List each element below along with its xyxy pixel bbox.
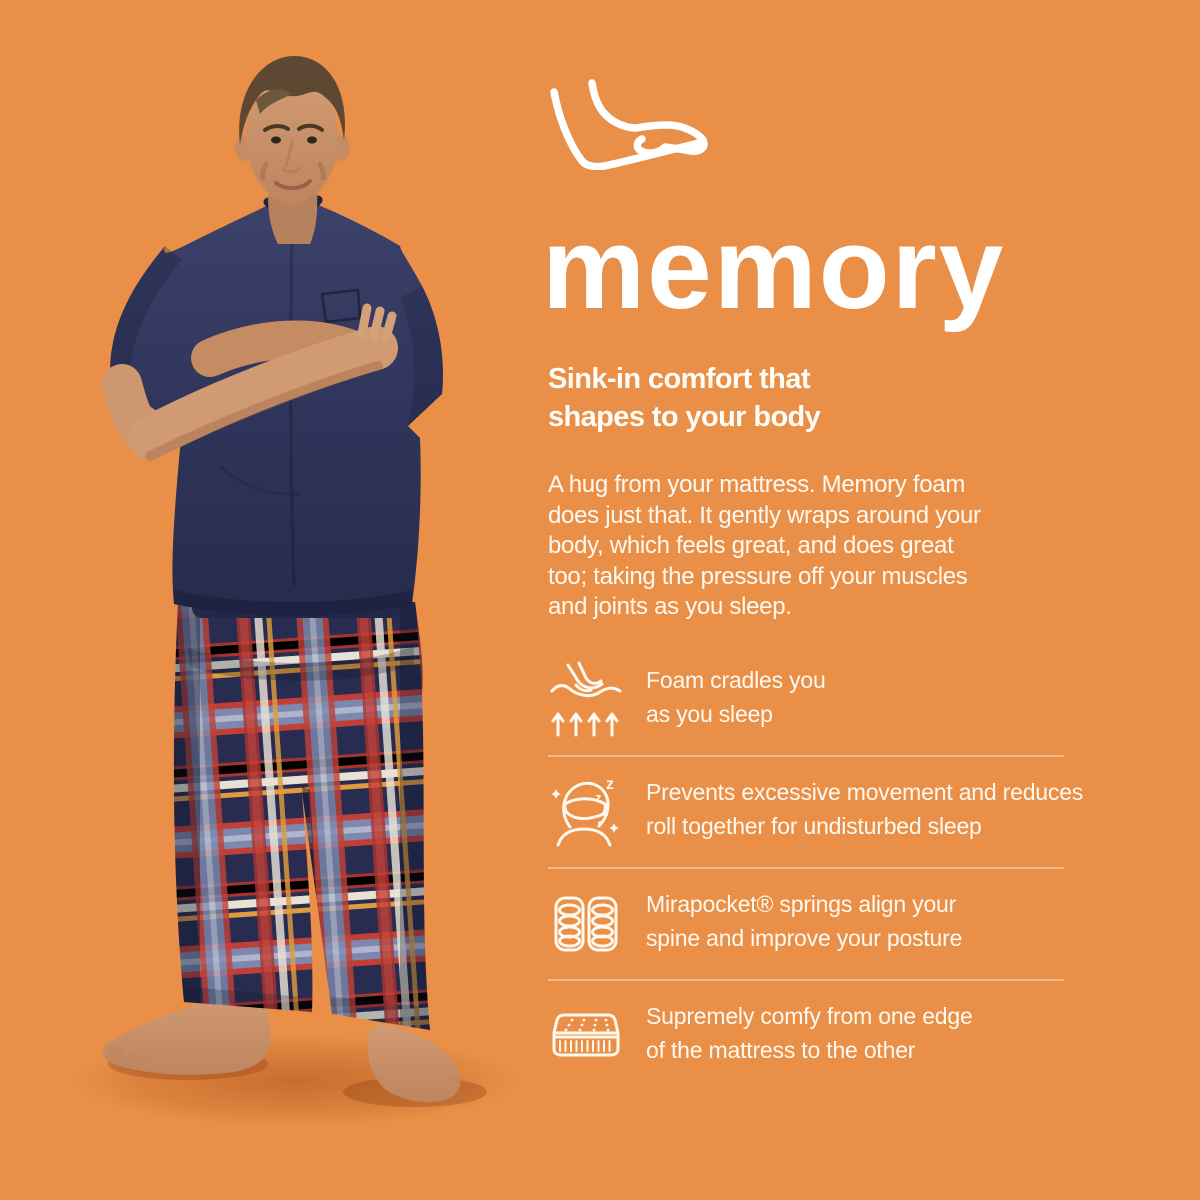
feature-mirapocket-springs [548, 867, 1064, 979]
relaxed-hand-icon [548, 78, 710, 170]
body-paragraph [548, 470, 1064, 623]
man-photo-illustration [70, 46, 515, 1161]
feature-text: Prevents excessive movement and reduces roll together for undisturbed sleep [646, 778, 1084, 839]
feature-list [548, 645, 1084, 1091]
foam-cradle-icon [548, 659, 624, 741]
feature-text: Foam cradles you as you sleep [646, 666, 826, 727]
svg-text:z: z [603, 806, 609, 819]
subtitle-line: shapes to your body [548, 401, 821, 433]
section-subtitle [548, 360, 1064, 436]
body-line: A hug from your mattress. Memory foam [548, 471, 966, 498]
man-photo [70, 46, 515, 1161]
section-title: memory [542, 203, 1006, 333]
body-line: too; taking the pressure off your muscles [548, 562, 968, 590]
feature-edge-comfort [548, 979, 1064, 1091]
feature-undisturbed-sleep [548, 755, 1084, 867]
feature-text: Mirapocket® springs align your spine and improve your posture [646, 890, 963, 951]
pocket-springs-icon [548, 883, 624, 965]
subtitle-line: Sink-in comfort that [548, 363, 810, 395]
body-line: and joints as you sleep. [548, 593, 792, 620]
feature-foam-cradle [548, 645, 1064, 755]
content-column [542, 78, 1084, 1091]
sleeping-person-icon [548, 771, 624, 853]
body-line: does just that. It gently wraps around your [548, 501, 981, 529]
plaid-pyjama-trousers [166, 596, 434, 1036]
feature-text: Supremely comfy from one edge of the mattress to the other [646, 1002, 973, 1063]
mattress-icon [548, 995, 624, 1077]
body-line: body, which feels great, and does great [548, 532, 954, 559]
svg-text:z: z [606, 775, 614, 793]
svg-text:z: z [595, 789, 602, 805]
